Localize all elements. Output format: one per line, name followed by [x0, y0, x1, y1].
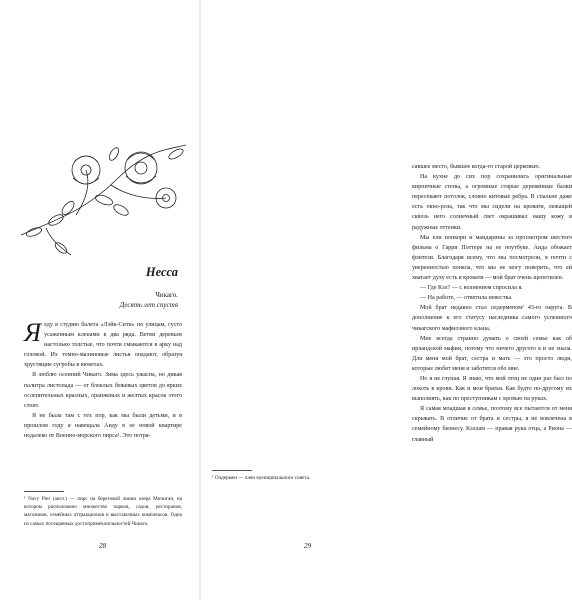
paragraph: — Где Кэл? — с волнением спросила я.: [420, 285, 523, 292]
footnote: ¹ Navy Pier (англ.) — пирс на береговой линии озера Мичиган, на котором расположено множество парков, садов, ресторанов, магазинов, семейных аттракционов и выставочных комплексов. Одна из самых посещаемых достопримечательностей Чикаго.: [24, 496, 182, 527]
right-body-text: [412, 162, 572, 445]
paragraph: Мы ели попкорн и мандарины за просмотром шестого фильма о Гарри Поттере на ее ноутбуке. Аида обожает фэнтези. Благодаря всему, что мы посмотрели, я почти с уверенностью поняла, что мы не могу поверить, что ей хватает духу есть в кровати — мой брат очень щепетилен.: [412, 234, 572, 282]
left-body-text: [24, 320, 182, 441]
paragraph: Я не была там с тех пор, как мы были детьми, и в прошлом году я навещала Аиду в ее новой квартире недалеко от Военно-морского пирса¹. Это потря-: [24, 412, 182, 440]
paragraph: Но я не глупая. Я знаю, что мой отец не один раз был по локоть в крови. Как и мои братья. Как будто по-другому их выполнять, как по преступникам с кровью на руках.: [412, 375, 572, 403]
paragraph: Я самая младшая в семье, поэтому все пытаются от меня скрывать. В отличие от брата и сестры, я не вовлечена в семейному бизнесу. Кэллам — правая рука отца, а Риона — главный: [412, 406, 572, 443]
paragraph: [24, 320, 182, 370]
paragraph: Мне всегда странно думать о своей семье как об ирландской мафии, потому что ничего другого я и не знала. Для меня мой брат, сестра и мать — это просто люди, которые любят меня и заботятся обо мне.: [412, 335, 572, 372]
paragraph: На кухне до сих пор сохранились оригинальные кирпичные стены, а огромные старые деревянные балки пересекают потолок, словно китовые ребра. В спальне даже есть окно-роза, так что мы сидели на кровати, лежащей сквозь него солнечный свет окрашивал нашу кожу в радужные оттенки.: [412, 174, 572, 231]
paragraph: Мой брат недавно стал олдерменом¹ 43-го округа. В дополнение к его статусу наследника самого успешного чикагского мафиозного клана.: [412, 305, 572, 332]
paragraph: Я люблю осенний Чикаго. Зима здесь ужасна, но дикая палитра листопада — от блеклых бежевых цветов до ярких ослепительных красных, оранжевых и желтых красок этого стоит.: [24, 372, 182, 409]
footnote-divider: [24, 491, 64, 492]
floral-illustration: [16, 140, 192, 260]
time-line: Десять лет спустя: [119, 301, 178, 309]
footnote: ¹ Олдермен — член муниципального совета.: [212, 475, 311, 481]
place-line: Чикаго.: [155, 291, 178, 299]
chapter-title: Несса: [145, 265, 178, 279]
paragraph: — На работе, — ответила невестка.: [420, 295, 513, 302]
paragraph: савшее место, бывшее когда-то старой церковью.: [412, 164, 541, 170]
right-page: [200, 0, 572, 600]
page-number: 29: [304, 542, 311, 550]
footnote-divider: [212, 470, 252, 471]
paragraph-text: еду в студию балета «Лэйк-Сити» по улицам, густо усаженным кленами в два ряда. Ветви деревьев настолько толстые, что почти смыкаются в арку над головой. Их темно-малиновые листья опадают, образуя хрустящие сугробы в кюветах.: [24, 322, 182, 369]
chapter-setting: [120, 290, 178, 310]
page-number: 28: [99, 542, 106, 550]
left-page: [0, 0, 200, 600]
drop-cap: Я: [24, 318, 42, 347]
